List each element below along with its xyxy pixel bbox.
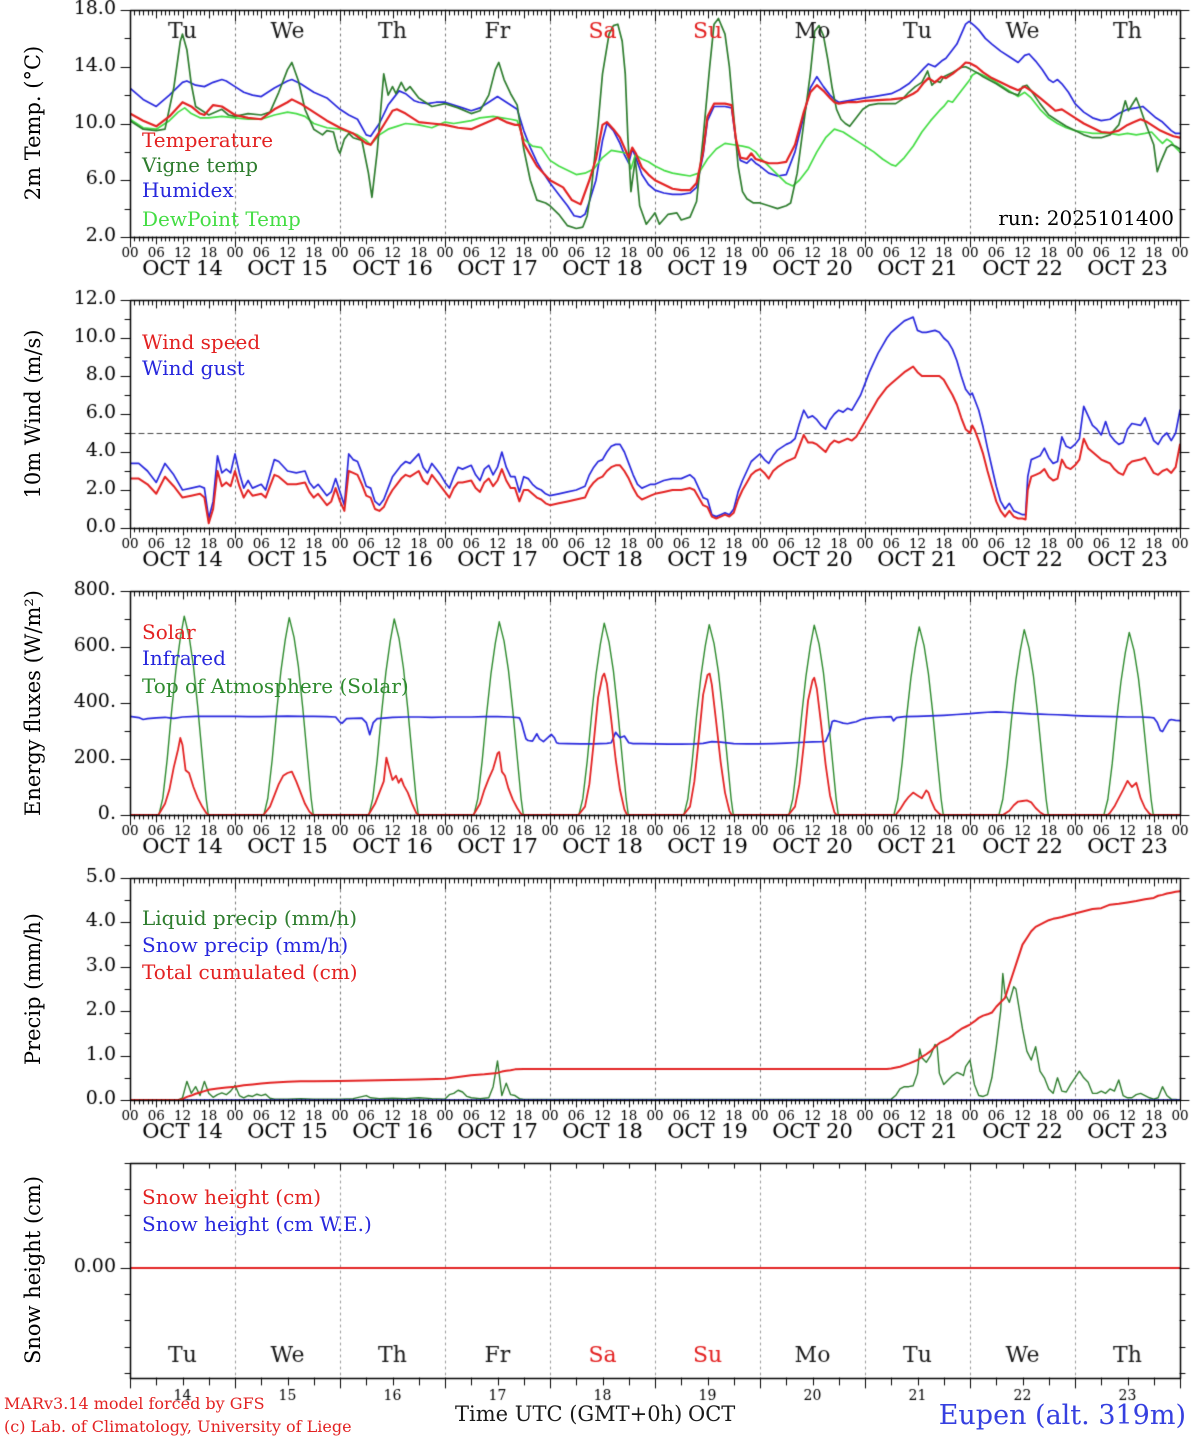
legend-energy-fluxes-2: Infrared bbox=[142, 646, 226, 670]
model-credit-line1: MARv3.14 model forced by GFS bbox=[4, 1394, 265, 1413]
y-axis-title-snow-height: Snow height (cm) bbox=[21, 1175, 45, 1365]
x-axis-title: Time UTC (GMT+0h) bbox=[455, 1402, 683, 1426]
y-axis-title-2m-temp: 2m Temp. (°C) bbox=[21, 45, 45, 201]
legend-10m-wind-2: Wind gust bbox=[142, 356, 245, 380]
run-label: run: 2025101400 bbox=[998, 206, 1174, 230]
legend-snow-height-1: Snow height (cm) bbox=[142, 1185, 322, 1209]
y-axis-title-precip: Precip (mm/h) bbox=[21, 912, 45, 1066]
legend-energy-fluxes-3: Top of Atmosphere (Solar) bbox=[142, 674, 409, 698]
legend-precipitation-3: Total cumulated (cm) bbox=[142, 960, 358, 984]
legend-precipitation-2: Snow precip (mm/h) bbox=[142, 933, 349, 957]
legend-2m-temperature-1: Temperature bbox=[142, 128, 274, 152]
model-credit-line2: (c) Lab. of Climatology, University of Liege bbox=[4, 1417, 352, 1436]
y-axis-title-energy-flux: Energy fluxes (W/m²) bbox=[21, 590, 45, 816]
legend-2m-temperature-2: Vigne temp bbox=[142, 153, 259, 177]
y-axis-title-10m-wind: 10m Wind (m/s) bbox=[21, 329, 45, 499]
legend-2m-temperature-3: Humidex bbox=[142, 178, 234, 202]
x-axis-month: OCT bbox=[688, 1402, 736, 1426]
legend-2m-temperature-4: DewPoint Temp bbox=[142, 207, 301, 231]
legend-10m-wind-1: Wind speed bbox=[142, 330, 261, 354]
legend-precipitation-1: Liquid precip (mm/h) bbox=[142, 906, 358, 930]
legend-snow-height-2: Snow height (cm W.E.) bbox=[142, 1212, 372, 1236]
legend-energy-fluxes-1: Solar bbox=[142, 620, 196, 644]
station-label: Eupen (alt. 319m) bbox=[938, 1400, 1186, 1431]
